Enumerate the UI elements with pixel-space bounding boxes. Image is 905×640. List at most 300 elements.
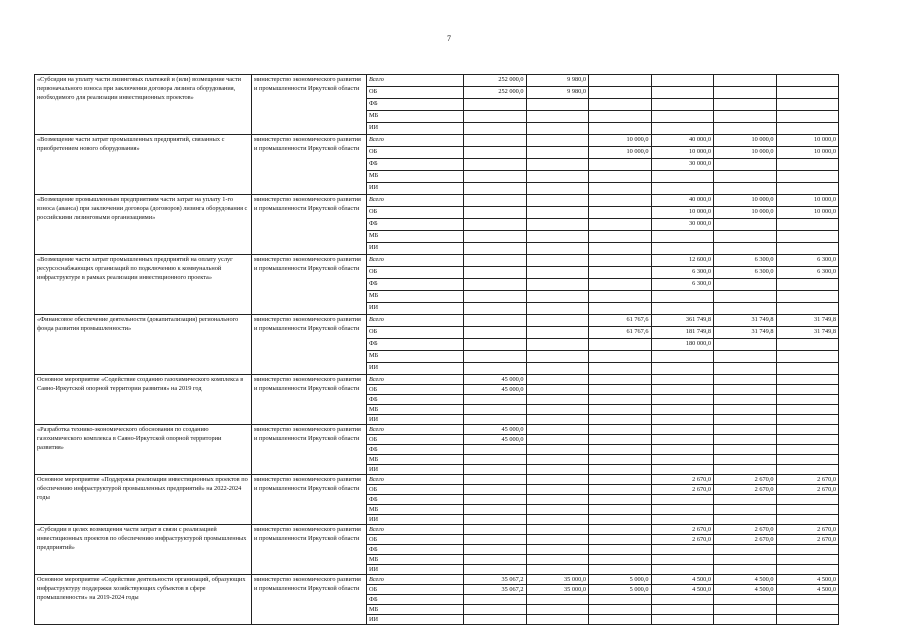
- amount-cell: [464, 395, 527, 405]
- amount-cell: [714, 435, 777, 445]
- amount-cell: [651, 231, 714, 243]
- amount-cell: [589, 475, 652, 485]
- amount-cell: [714, 425, 777, 435]
- amount-cell: [714, 123, 777, 135]
- amount-cell: [526, 291, 589, 303]
- amount-cell: [651, 171, 714, 183]
- amount-cell: [464, 111, 527, 123]
- amount-cell: [776, 385, 839, 395]
- funding-source: Всего: [367, 135, 464, 147]
- funding-source: МБ: [367, 351, 464, 363]
- amount-cell: [776, 615, 839, 625]
- amount-cell: 4 500,0: [714, 585, 777, 595]
- amount-cell: [651, 595, 714, 605]
- funding-source: МБ: [367, 405, 464, 415]
- amount-cell: [526, 363, 589, 375]
- responsible-org: министерство экономического развития и промышленности Иркутской области: [252, 375, 367, 425]
- responsible-org: министерство экономического развития и промышленности Иркутской области: [252, 475, 367, 525]
- responsible-org: министерство экономического развития и промышленности Иркутской области: [252, 425, 367, 475]
- amount-cell: [526, 327, 589, 339]
- amount-cell: [526, 279, 589, 291]
- amount-cell: [651, 515, 714, 525]
- amount-cell: [651, 455, 714, 465]
- amount-cell: [464, 219, 527, 231]
- amount-cell: 9 980,0: [526, 75, 589, 87]
- amount-cell: 4 500,0: [651, 585, 714, 595]
- amount-cell: 252 000,0: [464, 87, 527, 99]
- amount-cell: [526, 351, 589, 363]
- amount-cell: [526, 495, 589, 505]
- amount-cell: [714, 231, 777, 243]
- funding-source: ОБ: [367, 535, 464, 545]
- amount-cell: 9 980,0: [526, 87, 589, 99]
- amount-cell: [526, 111, 589, 123]
- amount-cell: [776, 595, 839, 605]
- amount-cell: [714, 87, 777, 99]
- amount-cell: [464, 515, 527, 525]
- amount-cell: 45 000,0: [464, 375, 527, 385]
- amount-cell: 45 000,0: [464, 435, 527, 445]
- amount-cell: 2 670,0: [714, 485, 777, 495]
- amount-cell: [464, 363, 527, 375]
- amount-cell: 4 500,0: [776, 585, 839, 595]
- budget-table: [34, 74, 839, 625]
- amount-cell: [714, 279, 777, 291]
- amount-cell: [464, 475, 527, 485]
- amount-cell: [651, 435, 714, 445]
- amount-cell: [651, 183, 714, 195]
- amount-cell: [776, 99, 839, 111]
- amount-cell: 40 000,0: [651, 135, 714, 147]
- table-row: [35, 195, 839, 207]
- amount-cell: [526, 465, 589, 475]
- amount-cell: [776, 565, 839, 575]
- amount-cell: 45 000,0: [464, 425, 527, 435]
- amount-cell: [651, 87, 714, 99]
- amount-cell: [651, 385, 714, 395]
- amount-cell: 2 670,0: [776, 485, 839, 495]
- amount-cell: 6 300,0: [714, 267, 777, 279]
- amount-cell: [714, 615, 777, 625]
- amount-cell: [589, 555, 652, 565]
- amount-cell: 30 000,0: [651, 219, 714, 231]
- amount-cell: [526, 243, 589, 255]
- amount-cell: [651, 615, 714, 625]
- amount-cell: [464, 351, 527, 363]
- responsible-org: министерство экономического развития и промышленности Иркутской области: [252, 135, 367, 195]
- amount-cell: [714, 75, 777, 87]
- amount-cell: 2 670,0: [651, 475, 714, 485]
- amount-cell: [776, 219, 839, 231]
- amount-cell: [464, 267, 527, 279]
- amount-cell: [651, 545, 714, 555]
- amount-cell: [526, 455, 589, 465]
- funding-source: МБ: [367, 111, 464, 123]
- amount-cell: [589, 195, 652, 207]
- amount-cell: 4 500,0: [651, 575, 714, 585]
- amount-cell: 252 000,0: [464, 75, 527, 87]
- amount-cell: [714, 291, 777, 303]
- funding-source: ИИ: [367, 303, 464, 315]
- amount-cell: [464, 545, 527, 555]
- amount-cell: 4 500,0: [714, 575, 777, 585]
- amount-cell: [526, 545, 589, 555]
- amount-cell: [589, 435, 652, 445]
- amount-cell: 4 500,0: [776, 575, 839, 585]
- amount-cell: [651, 99, 714, 111]
- amount-cell: [526, 525, 589, 535]
- measure-name: «Финансовое обеспечение деятельности (докапитализация) регионального фонда развития промышленности»: [35, 315, 252, 375]
- amount-cell: [714, 395, 777, 405]
- amount-cell: [464, 231, 527, 243]
- measure-name: Основное мероприятие «Содействие деятельности организаций, образующих инфраструктуру поддержки хозяйствующих субъектов в сфере промышленности» на 2019-2024 годы: [35, 575, 252, 625]
- amount-cell: [589, 385, 652, 395]
- table-row: [35, 475, 839, 485]
- amount-cell: [714, 465, 777, 475]
- amount-cell: [651, 395, 714, 405]
- amount-cell: 12 600,0: [651, 255, 714, 267]
- amount-cell: [526, 207, 589, 219]
- funding-source: МБ: [367, 605, 464, 615]
- table-row: [35, 425, 839, 435]
- amount-cell: [526, 435, 589, 445]
- amount-cell: 2 670,0: [776, 535, 839, 545]
- amount-cell: [526, 315, 589, 327]
- amount-cell: [464, 535, 527, 545]
- amount-cell: [714, 545, 777, 555]
- amount-cell: [526, 405, 589, 415]
- amount-cell: [464, 455, 527, 465]
- amount-cell: 181 749,8: [651, 327, 714, 339]
- table-row: [35, 135, 839, 147]
- funding-source: ОБ: [367, 207, 464, 219]
- amount-cell: [651, 75, 714, 87]
- funding-source: ОБ: [367, 385, 464, 395]
- measure-name: Основное мероприятие «Поддержка реализации инвестиционных проектов по обеспечению инфраструктурой промышленных предприятий» на 2022-2024 годы: [35, 475, 252, 525]
- amount-cell: [776, 303, 839, 315]
- responsible-org: министерство экономического развития и промышленности Иркутской области: [252, 195, 367, 255]
- funding-source: ФБ: [367, 339, 464, 351]
- amount-cell: 61 767,6: [589, 315, 652, 327]
- amount-cell: 2 670,0: [714, 535, 777, 545]
- amount-cell: [714, 385, 777, 395]
- funding-source: Всего: [367, 575, 464, 585]
- funding-source: МБ: [367, 231, 464, 243]
- amount-cell: 2 670,0: [651, 485, 714, 495]
- amount-cell: [526, 171, 589, 183]
- amount-cell: 10 000,0: [714, 207, 777, 219]
- amount-cell: [776, 375, 839, 385]
- amount-cell: [526, 303, 589, 315]
- amount-cell: [589, 545, 652, 555]
- amount-cell: 5 000,0: [589, 585, 652, 595]
- amount-cell: 10 000,0: [776, 195, 839, 207]
- amount-cell: [526, 535, 589, 545]
- amount-cell: 10 000,0: [589, 135, 652, 147]
- amount-cell: [714, 415, 777, 425]
- table-row: [35, 575, 839, 585]
- amount-cell: [526, 375, 589, 385]
- amount-cell: [464, 255, 527, 267]
- amount-cell: 2 670,0: [776, 525, 839, 535]
- amount-cell: 180 000,0: [651, 339, 714, 351]
- amount-cell: [714, 351, 777, 363]
- amount-cell: [526, 99, 589, 111]
- amount-cell: [464, 195, 527, 207]
- amount-cell: [714, 375, 777, 385]
- measure-name: «Субсидия на уплату части лизинговых платежей и (или) возмещение части первоначального взноса при заключении договора лизинга оборудования, необходимого для реализации инвестиционных проектов»: [35, 75, 252, 135]
- funding-source: ИИ: [367, 183, 464, 195]
- amount-cell: [464, 279, 527, 291]
- amount-cell: [589, 111, 652, 123]
- amount-cell: [464, 445, 527, 455]
- table-row: [35, 375, 839, 385]
- amount-cell: [589, 207, 652, 219]
- amount-cell: [464, 135, 527, 147]
- table-row: [35, 525, 839, 535]
- amount-cell: [464, 207, 527, 219]
- amount-cell: [526, 267, 589, 279]
- amount-cell: [526, 555, 589, 565]
- amount-cell: [776, 231, 839, 243]
- amount-cell: 10 000,0: [651, 147, 714, 159]
- amount-cell: [464, 565, 527, 575]
- amount-cell: [526, 565, 589, 575]
- amount-cell: [651, 425, 714, 435]
- funding-source: ИИ: [367, 415, 464, 425]
- amount-cell: [464, 405, 527, 415]
- amount-cell: [464, 339, 527, 351]
- amount-cell: 10 000,0: [776, 147, 839, 159]
- amount-cell: [776, 171, 839, 183]
- funding-source: ОБ: [367, 585, 464, 595]
- amount-cell: [464, 555, 527, 565]
- amount-cell: [589, 339, 652, 351]
- amount-cell: [714, 555, 777, 565]
- amount-cell: [589, 363, 652, 375]
- amount-cell: [589, 505, 652, 515]
- amount-cell: 35 000,0: [526, 575, 589, 585]
- measure-name: «Возмещение промышленным предприятиям части затрат на уплату 1-го взноса (аванса) при заключении договора (договоров) лизинга оборудования с российскими лизинговыми организациями»: [35, 195, 252, 255]
- amount-cell: [776, 455, 839, 465]
- amount-cell: [464, 159, 527, 171]
- responsible-org: министерство экономического развития и промышленности Иркутской области: [252, 75, 367, 135]
- amount-cell: [776, 495, 839, 505]
- amount-cell: 10 000,0: [589, 147, 652, 159]
- amount-cell: [714, 505, 777, 515]
- table-row: [35, 255, 839, 267]
- amount-cell: [776, 425, 839, 435]
- amount-cell: [464, 123, 527, 135]
- funding-source: ИИ: [367, 465, 464, 475]
- amount-cell: [589, 303, 652, 315]
- amount-cell: [526, 339, 589, 351]
- funding-source: ФБ: [367, 595, 464, 605]
- amount-cell: [714, 595, 777, 605]
- funding-source: МБ: [367, 455, 464, 465]
- amount-cell: [526, 615, 589, 625]
- amount-cell: [776, 243, 839, 255]
- amount-cell: [651, 415, 714, 425]
- measure-name: «Разработка технико-экономического обоснования по созданию газохимического комплекса в Саяно-Иркутской опорной территории развития»: [35, 425, 252, 475]
- amount-cell: [714, 605, 777, 615]
- amount-cell: [714, 159, 777, 171]
- amount-cell: [526, 183, 589, 195]
- amount-cell: [714, 455, 777, 465]
- amount-cell: [526, 195, 589, 207]
- amount-cell: [651, 243, 714, 255]
- table-row: [35, 75, 839, 87]
- amount-cell: [651, 465, 714, 475]
- amount-cell: [526, 595, 589, 605]
- amount-cell: 6 300,0: [651, 279, 714, 291]
- amount-cell: [776, 351, 839, 363]
- amount-cell: 10 000,0: [776, 135, 839, 147]
- amount-cell: 10 000,0: [714, 195, 777, 207]
- amount-cell: [776, 555, 839, 565]
- amount-cell: [589, 515, 652, 525]
- amount-cell: [589, 123, 652, 135]
- funding-source: Всего: [367, 195, 464, 207]
- amount-cell: 2 670,0: [714, 525, 777, 535]
- amount-cell: [651, 445, 714, 455]
- amount-cell: [776, 279, 839, 291]
- amount-cell: 10 000,0: [714, 135, 777, 147]
- responsible-org: министерство экономического развития и промышленности Иркутской области: [252, 315, 367, 375]
- measure-name: Основное мероприятие «Содействие созданию газохимического комплекса в Саяно-Иркутской опорной территории развития» на 2019 год: [35, 375, 252, 425]
- budget-table-body: [35, 75, 839, 625]
- amount-cell: [651, 605, 714, 615]
- amount-cell: 40 000,0: [651, 195, 714, 207]
- responsible-org: министерство экономического развития и промышленности Иркутской области: [252, 575, 367, 625]
- table-row: [35, 315, 839, 327]
- amount-cell: 10 000,0: [714, 147, 777, 159]
- amount-cell: [651, 375, 714, 385]
- amount-cell: [526, 475, 589, 485]
- funding-source: МБ: [367, 555, 464, 565]
- funding-source: ФБ: [367, 219, 464, 231]
- amount-cell: 45 000,0: [464, 385, 527, 395]
- amount-cell: [589, 255, 652, 267]
- funding-source: ОБ: [367, 87, 464, 99]
- funding-source: ФБ: [367, 445, 464, 455]
- amount-cell: 6 300,0: [651, 267, 714, 279]
- funding-source: Всего: [367, 525, 464, 535]
- funding-source: ИИ: [367, 615, 464, 625]
- funding-source: МБ: [367, 171, 464, 183]
- amount-cell: [464, 99, 527, 111]
- amount-cell: [776, 87, 839, 99]
- amount-cell: [714, 111, 777, 123]
- amount-cell: [526, 147, 589, 159]
- funding-source: Всего: [367, 315, 464, 327]
- amount-cell: [464, 495, 527, 505]
- funding-source: ИИ: [367, 123, 464, 135]
- amount-cell: [651, 111, 714, 123]
- amount-cell: [526, 135, 589, 147]
- amount-cell: [526, 231, 589, 243]
- amount-cell: 6 300,0: [714, 255, 777, 267]
- amount-cell: [714, 99, 777, 111]
- amount-cell: [714, 565, 777, 575]
- amount-cell: 2 670,0: [651, 525, 714, 535]
- amount-cell: [714, 171, 777, 183]
- amount-cell: [651, 555, 714, 565]
- funding-source: МБ: [367, 291, 464, 303]
- amount-cell: [526, 159, 589, 171]
- amount-cell: [714, 243, 777, 255]
- amount-cell: [589, 351, 652, 363]
- measure-name: «Возмещение части затрат промышленных предприятий, связанных с приобретением нового оборудования»: [35, 135, 252, 195]
- funding-source: ФБ: [367, 545, 464, 555]
- amount-cell: 35 067,2: [464, 575, 527, 585]
- amount-cell: [589, 99, 652, 111]
- amount-cell: [589, 171, 652, 183]
- amount-cell: [589, 87, 652, 99]
- funding-source: Всего: [367, 375, 464, 385]
- amount-cell: [776, 505, 839, 515]
- funding-source: ИИ: [367, 243, 464, 255]
- funding-source: ОБ: [367, 147, 464, 159]
- amount-cell: 61 767,6: [589, 327, 652, 339]
- amount-cell: [526, 219, 589, 231]
- responsible-org: министерство экономического развития и промышленности Иркутской области: [252, 525, 367, 575]
- amount-cell: [714, 303, 777, 315]
- page-number: 7: [447, 34, 451, 43]
- funding-source: ФБ: [367, 159, 464, 171]
- amount-cell: [464, 291, 527, 303]
- funding-source: МБ: [367, 505, 464, 515]
- funding-source: ФБ: [367, 279, 464, 291]
- amount-cell: [651, 123, 714, 135]
- amount-cell: [776, 395, 839, 405]
- amount-cell: [526, 123, 589, 135]
- amount-cell: [464, 303, 527, 315]
- funding-source: ФБ: [367, 495, 464, 505]
- measure-name: «Возмещение части затрат промышленных предприятий на оплату услуг ресурсоснабжающих организаций по подключению к коммунальной инфраструктуре в рамках реализации инвестиционного проекта»: [35, 255, 252, 315]
- amount-cell: [464, 465, 527, 475]
- amount-cell: [589, 279, 652, 291]
- funding-source: ИИ: [367, 565, 464, 575]
- amount-cell: [589, 243, 652, 255]
- amount-cell: [589, 415, 652, 425]
- funding-source: ОБ: [367, 435, 464, 445]
- amount-cell: 6 300,0: [776, 255, 839, 267]
- amount-cell: [776, 183, 839, 195]
- amount-cell: [526, 385, 589, 395]
- amount-cell: [589, 375, 652, 385]
- amount-cell: [776, 405, 839, 415]
- amount-cell: [776, 465, 839, 475]
- amount-cell: [714, 515, 777, 525]
- funding-source: ФБ: [367, 395, 464, 405]
- amount-cell: [589, 445, 652, 455]
- amount-cell: [589, 291, 652, 303]
- amount-cell: 2 670,0: [776, 475, 839, 485]
- funding-source: Всего: [367, 475, 464, 485]
- funding-source: ИИ: [367, 363, 464, 375]
- amount-cell: [464, 505, 527, 515]
- amount-cell: [589, 525, 652, 535]
- amount-cell: [589, 219, 652, 231]
- amount-cell: [464, 315, 527, 327]
- responsible-org: министерство экономического развития и промышленности Иркутской области: [252, 255, 367, 315]
- amount-cell: 2 670,0: [651, 535, 714, 545]
- amount-cell: [589, 75, 652, 87]
- amount-cell: [776, 159, 839, 171]
- amount-cell: [589, 495, 652, 505]
- amount-cell: 2 670,0: [714, 475, 777, 485]
